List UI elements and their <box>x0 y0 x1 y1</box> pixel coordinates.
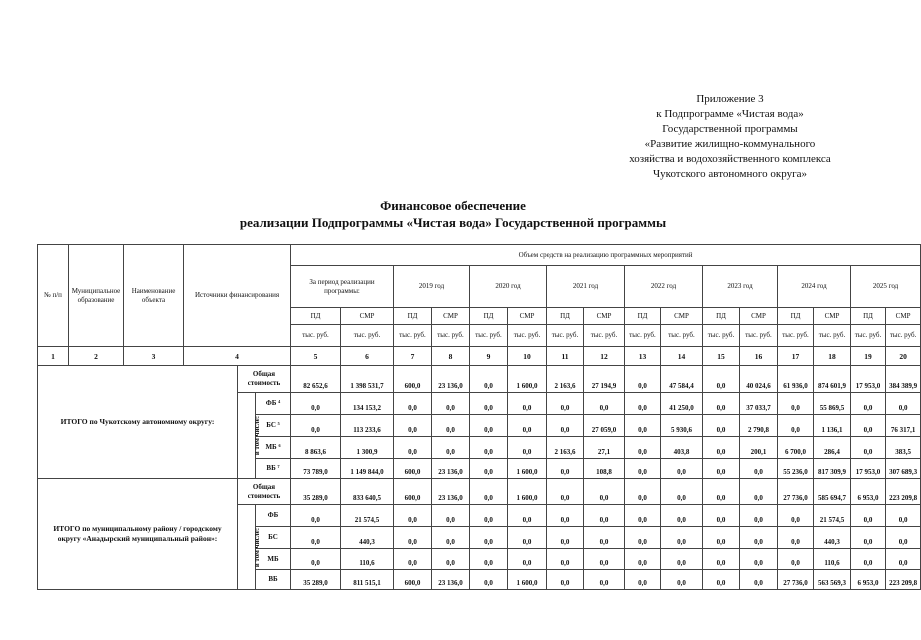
unit-cell: тыс. руб. <box>778 325 814 347</box>
value-cell: 0,0 <box>508 549 547 570</box>
value-cell: 0,0 <box>432 415 470 437</box>
value-cell: 21 574,5 <box>814 505 851 527</box>
value-cell: 40 024,6 <box>740 366 778 393</box>
value-cell: 0,0 <box>508 527 547 549</box>
col-smr: СМР <box>584 308 625 325</box>
col-header-volume: Объем средств на реализацию программных мероприятий <box>291 245 921 266</box>
value-cell: 0,0 <box>740 459 778 479</box>
value-cell: 0,0 <box>625 437 661 459</box>
value-cell: 600,0 <box>394 459 432 479</box>
value-cell: 0,0 <box>470 415 508 437</box>
unit-cell: тыс. руб. <box>851 325 886 347</box>
value-cell: 27 194,9 <box>584 366 625 393</box>
value-cell: 0,0 <box>432 527 470 549</box>
col-smr: СМР <box>886 308 921 325</box>
value-cell: 37 033,7 <box>740 393 778 415</box>
value-cell: 110,6 <box>814 549 851 570</box>
col-header-period: За период реализации программы: <box>291 266 394 308</box>
value-cell: 35 289,0 <box>291 570 341 590</box>
value-cell: 307 689,3 <box>886 459 921 479</box>
value-cell: 0,0 <box>394 437 432 459</box>
value-cell: 0,0 <box>394 415 432 437</box>
col-pd: ПД <box>394 308 432 325</box>
row-label: Общая стоимость <box>238 366 291 393</box>
col-smr: СМР <box>341 308 394 325</box>
col-pd: ПД <box>470 308 508 325</box>
value-cell: 23 136,0 <box>432 366 470 393</box>
value-cell: 47 584,4 <box>661 366 703 393</box>
value-cell: 0,0 <box>625 549 661 570</box>
value-cell: 0,0 <box>886 527 921 549</box>
value-cell: 76 317,1 <box>886 415 921 437</box>
appendix-line: «Развитие жилищно-коммунального <box>644 138 816 150</box>
value-cell: 0,0 <box>625 570 661 590</box>
value-cell: 0,0 <box>547 570 584 590</box>
value-cell: 0,0 <box>851 527 886 549</box>
value-cell: 1 600,0 <box>508 366 547 393</box>
value-cell: 0,0 <box>291 505 341 527</box>
value-cell: 2 163,6 <box>547 366 584 393</box>
unit-cell: тыс. руб. <box>394 325 432 347</box>
value-cell: 874 601,9 <box>814 366 851 393</box>
column-number: 13 <box>625 347 661 366</box>
value-cell: 2 790,8 <box>740 415 778 437</box>
value-cell: 0,0 <box>625 505 661 527</box>
value-cell: 0,0 <box>508 415 547 437</box>
value-cell: 0,0 <box>703 570 740 590</box>
value-cell: 0,0 <box>470 549 508 570</box>
column-number: 16 <box>740 347 778 366</box>
value-cell: 600,0 <box>394 479 432 505</box>
value-cell: 811 515,1 <box>341 570 394 590</box>
value-cell: 1 398 531,7 <box>341 366 394 393</box>
value-cell: 440,3 <box>814 527 851 549</box>
value-cell: 0,0 <box>432 437 470 459</box>
including-label <box>238 393 262 479</box>
column-number: 9 <box>470 347 508 366</box>
unit-cell: тыс. руб. <box>814 325 851 347</box>
column-number: 17 <box>778 347 814 366</box>
unit-cell: тыс. руб. <box>703 325 740 347</box>
value-cell: 0,0 <box>470 437 508 459</box>
value-cell: 0,0 <box>547 415 584 437</box>
value-cell: 585 694,7 <box>814 479 851 505</box>
column-number: 7 <box>394 347 432 366</box>
value-cell: 600,0 <box>394 366 432 393</box>
column-number: 1 <box>38 347 69 366</box>
unit-cell: тыс. руб. <box>740 325 778 347</box>
value-cell: 21 574,5 <box>341 505 394 527</box>
value-cell: 0,0 <box>625 393 661 415</box>
value-cell: 1 136,1 <box>814 415 851 437</box>
value-cell: 600,0 <box>394 570 432 590</box>
column-number: 14 <box>661 347 703 366</box>
row-label: БС ⁵ <box>256 415 291 437</box>
col-smr: СМР <box>661 308 703 325</box>
value-cell: 0,0 <box>851 393 886 415</box>
value-cell: 23 136,0 <box>432 459 470 479</box>
col-pd: ПД <box>547 308 584 325</box>
value-cell: 384 389,9 <box>886 366 921 393</box>
value-cell: 0,0 <box>886 549 921 570</box>
col-header-year: 2023 год <box>703 266 778 308</box>
value-cell: 0,0 <box>547 393 584 415</box>
value-cell: 0,0 <box>432 505 470 527</box>
unit-cell: тыс. руб. <box>291 325 341 347</box>
value-cell: 0,0 <box>703 366 740 393</box>
value-cell: 0,0 <box>394 549 432 570</box>
value-cell: 0,0 <box>625 527 661 549</box>
value-cell: 817 309,9 <box>814 459 851 479</box>
group-name: ИТОГО по муниципальному району / городскому округу «Анадырский муниципальный район»: <box>38 479 238 590</box>
value-cell: 73 789,0 <box>291 459 341 479</box>
value-cell: 0,0 <box>508 393 547 415</box>
value-cell: 0,0 <box>291 415 341 437</box>
value-cell: 1 600,0 <box>508 459 547 479</box>
col-header-year: 2019 год <box>394 266 470 308</box>
col-smr: СМР <box>432 308 470 325</box>
value-cell: 383,5 <box>886 437 921 459</box>
col-pd: ПД <box>703 308 740 325</box>
value-cell: 23 136,0 <box>432 479 470 505</box>
row-label: ВБ ⁷ <box>256 459 291 479</box>
value-cell: 0,0 <box>470 479 508 505</box>
appendix-line: Чукотского автономного округа» <box>653 168 807 180</box>
value-cell: 134 153,2 <box>341 393 394 415</box>
value-cell: 0,0 <box>851 415 886 437</box>
row-label: МБ ⁶ <box>256 437 291 459</box>
value-cell: 23 136,0 <box>432 570 470 590</box>
value-cell: 0,0 <box>394 527 432 549</box>
appendix-line: хозяйства и водохозяйственного комплекса <box>629 153 831 165</box>
value-cell: 0,0 <box>584 527 625 549</box>
col-header-year: 2022 год <box>625 266 703 308</box>
value-cell: 27 736,0 <box>778 570 814 590</box>
column-number-row <box>38 347 921 366</box>
value-cell: 0,0 <box>584 549 625 570</box>
value-cell: 0,0 <box>703 459 740 479</box>
row-label: Общая стоимость <box>238 479 291 505</box>
column-number: 5 <box>291 347 341 366</box>
value-cell: 0,0 <box>703 479 740 505</box>
value-cell: 82 652,6 <box>291 366 341 393</box>
value-cell: 0,0 <box>778 393 814 415</box>
col-header-year: 2025 год <box>851 266 921 308</box>
column-number: 6 <box>341 347 394 366</box>
value-cell: 0,0 <box>703 393 740 415</box>
value-cell: 17 953,0 <box>851 366 886 393</box>
value-cell: 0,0 <box>547 459 584 479</box>
value-cell: 0,0 <box>394 393 432 415</box>
value-cell: 0,0 <box>778 415 814 437</box>
value-cell: 0,0 <box>740 570 778 590</box>
value-cell: 0,0 <box>432 393 470 415</box>
value-cell: 0,0 <box>470 527 508 549</box>
col-header-np: № п/п <box>38 245 69 347</box>
value-cell: 200,1 <box>740 437 778 459</box>
row-label: ФБ ⁴ <box>256 393 291 415</box>
group-name: ИТОГО по Чукотскому автономному округу: <box>38 366 238 479</box>
value-cell: 6 953,0 <box>851 479 886 505</box>
value-cell: 1 149 844,0 <box>341 459 394 479</box>
groups-body <box>38 366 921 590</box>
value-cell: 0,0 <box>291 393 341 415</box>
value-cell: 0,0 <box>778 505 814 527</box>
value-cell: 0,0 <box>584 505 625 527</box>
col-pd: ПД <box>851 308 886 325</box>
column-number: 12 <box>584 347 625 366</box>
value-cell: 27,1 <box>584 437 625 459</box>
column-number: 3 <box>124 347 184 366</box>
unit-cell: тыс. руб. <box>584 325 625 347</box>
value-cell: 0,0 <box>703 527 740 549</box>
value-cell: 0,0 <box>432 549 470 570</box>
row-label: БС <box>256 527 291 549</box>
value-cell: 403,8 <box>661 437 703 459</box>
value-cell: 27 736,0 <box>778 479 814 505</box>
value-cell: 108,8 <box>584 459 625 479</box>
page-subtitle: реализации Подпрограммы «Чистая вода» Государственной программы <box>239 215 667 230</box>
value-cell: 0,0 <box>740 479 778 505</box>
value-cell: 0,0 <box>625 459 661 479</box>
value-cell: 0,0 <box>470 459 508 479</box>
appendix-line: Государственной программы <box>662 123 798 135</box>
column-number: 15 <box>703 347 740 366</box>
value-cell: 0,0 <box>703 415 740 437</box>
value-cell: 0,0 <box>661 505 703 527</box>
value-cell: 0,0 <box>740 549 778 570</box>
unit-cell: тыс. руб. <box>341 325 394 347</box>
value-cell: 0,0 <box>547 549 584 570</box>
value-cell: 0,0 <box>851 437 886 459</box>
value-cell: 0,0 <box>547 479 584 505</box>
value-cell: 286,4 <box>814 437 851 459</box>
value-cell: 55 236,0 <box>778 459 814 479</box>
value-cell: 1 300,9 <box>341 437 394 459</box>
value-cell: 0,0 <box>470 570 508 590</box>
value-cell: 0,0 <box>661 479 703 505</box>
column-number: 19 <box>851 347 886 366</box>
col-smr: СМР <box>508 308 547 325</box>
value-cell: 833 640,5 <box>341 479 394 505</box>
column-number: 2 <box>69 347 124 366</box>
value-cell: 0,0 <box>778 527 814 549</box>
value-cell: 110,6 <box>341 549 394 570</box>
value-cell: 223 209,8 <box>886 570 921 590</box>
unit-cell: тыс. руб. <box>508 325 547 347</box>
value-cell: 0,0 <box>625 479 661 505</box>
column-number: 18 <box>814 347 851 366</box>
column-number: 11 <box>547 347 584 366</box>
col-smr: СМР <box>740 308 778 325</box>
value-cell: 61 936,0 <box>778 366 814 393</box>
value-cell: 6 953,0 <box>851 570 886 590</box>
unit-cell: тыс. руб. <box>661 325 703 347</box>
value-cell: 0,0 <box>851 505 886 527</box>
col-header-year: 2020 год <box>470 266 547 308</box>
row-label: ВБ <box>256 570 291 590</box>
value-cell: 35 289,0 <box>291 479 341 505</box>
col-pd: ПД <box>625 308 661 325</box>
value-cell: 27 059,0 <box>584 415 625 437</box>
value-cell: 2 163,6 <box>547 437 584 459</box>
value-cell: 0,0 <box>547 505 584 527</box>
value-cell: 0,0 <box>584 393 625 415</box>
col-header-year: 2024 год <box>778 266 851 308</box>
value-cell: 113 233,6 <box>341 415 394 437</box>
value-cell: 17 953,0 <box>851 459 886 479</box>
appendix-note <box>560 92 900 182</box>
value-cell: 0,0 <box>661 549 703 570</box>
value-cell: 563 569,3 <box>814 570 851 590</box>
value-cell: 1 600,0 <box>508 479 547 505</box>
unit-cell: тыс. руб. <box>886 325 921 347</box>
value-cell: 223 209,8 <box>886 479 921 505</box>
value-cell: 0,0 <box>778 549 814 570</box>
column-number: 20 <box>886 347 921 366</box>
value-cell: 0,0 <box>886 393 921 415</box>
value-cell: 440,3 <box>341 527 394 549</box>
col-header-year: 2021 год <box>547 266 625 308</box>
value-cell: 1 600,0 <box>508 570 547 590</box>
value-cell: 0,0 <box>740 527 778 549</box>
value-cell: 8 863,6 <box>291 437 341 459</box>
value-cell: 0,0 <box>703 437 740 459</box>
value-cell: 0,0 <box>508 505 547 527</box>
value-cell: 0,0 <box>661 570 703 590</box>
col-header-municipality: Муниципальное образование <box>69 245 124 347</box>
value-cell: 0,0 <box>661 459 703 479</box>
appendix-line: Приложение 3 <box>696 93 764 105</box>
column-number: 8 <box>432 347 470 366</box>
unit-cell: тыс. руб. <box>547 325 584 347</box>
unit-cell: тыс. руб. <box>432 325 470 347</box>
value-cell: 0,0 <box>291 527 341 549</box>
value-cell: 55 869,5 <box>814 393 851 415</box>
unit-cell: тыс. руб. <box>625 325 661 347</box>
value-cell: 0,0 <box>394 505 432 527</box>
col-header-source: Источники финансирования <box>184 245 291 347</box>
financing-table <box>37 244 921 590</box>
including-text: в том числе: <box>253 415 262 456</box>
column-number: 4 <box>184 347 291 366</box>
table-row <box>38 366 921 393</box>
value-cell: 6 700,0 <box>778 437 814 459</box>
value-cell: 0,0 <box>886 505 921 527</box>
value-cell: 0,0 <box>470 366 508 393</box>
value-cell: 0,0 <box>740 505 778 527</box>
including-label <box>238 505 262 590</box>
value-cell: 41 250,0 <box>661 393 703 415</box>
row-label: ФБ <box>256 505 291 527</box>
col-smr: СМР <box>814 308 851 325</box>
value-cell: 0,0 <box>584 570 625 590</box>
value-cell: 0,0 <box>508 437 547 459</box>
value-cell: 0,0 <box>625 366 661 393</box>
table-row <box>38 479 921 505</box>
unit-cell: тыс. руб. <box>470 325 508 347</box>
col-header-object: Наименование объекта <box>124 245 184 347</box>
value-cell: 0,0 <box>547 527 584 549</box>
value-cell: 0,0 <box>470 505 508 527</box>
value-cell: 0,0 <box>470 393 508 415</box>
value-cell: 0,0 <box>625 415 661 437</box>
col-pd: ПД <box>778 308 814 325</box>
value-cell: 0,0 <box>703 549 740 570</box>
value-cell: 5 930,6 <box>661 415 703 437</box>
appendix-line: к Подпрограмме «Чистая вода» <box>656 108 804 120</box>
column-number: 10 <box>508 347 547 366</box>
value-cell: 0,0 <box>703 505 740 527</box>
value-cell: 0,0 <box>851 549 886 570</box>
value-cell: 0,0 <box>661 527 703 549</box>
page-title: Финансовое обеспечение <box>380 198 526 213</box>
including-text: в том числе: <box>253 527 262 567</box>
value-cell: 0,0 <box>291 549 341 570</box>
row-label: МБ <box>256 549 291 570</box>
col-pd: ПД <box>291 308 341 325</box>
value-cell: 0,0 <box>584 479 625 505</box>
